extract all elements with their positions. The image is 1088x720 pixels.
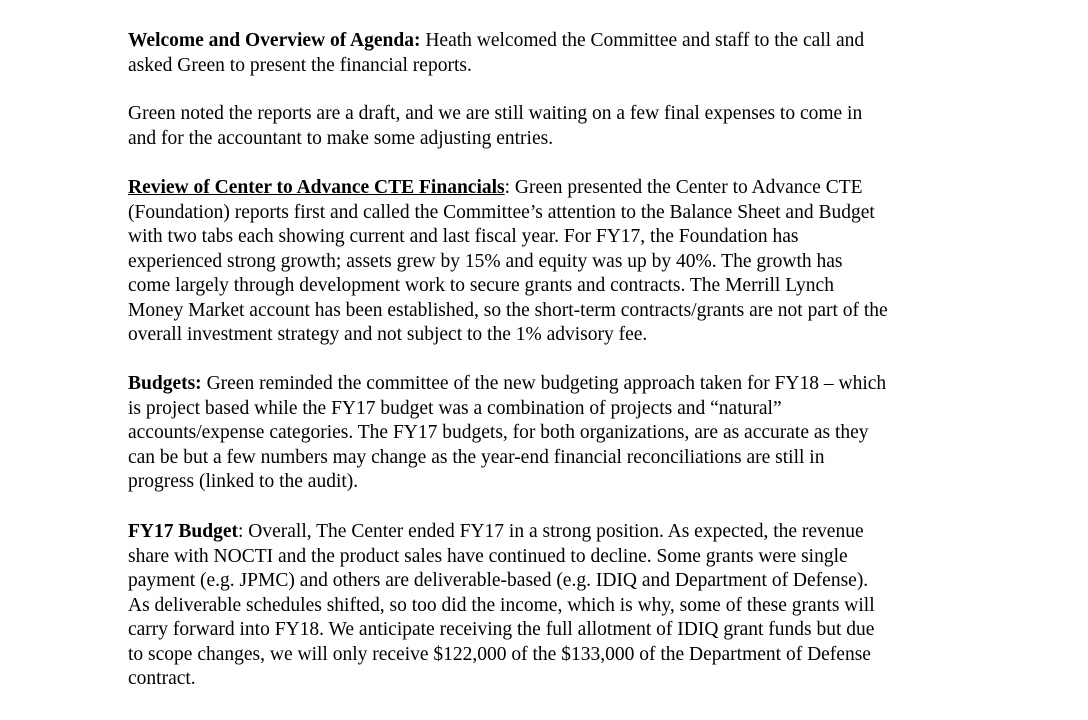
welcome-paragraph [128,29,968,78]
financials-review-paragraph [128,176,968,348]
draft-note-paragraph [128,102,968,151]
text-line [128,372,968,397]
text-run: Heath welcomed the Committee and staff to the call and [420,30,865,51]
text-line: with two tabs each showing current and last fiscal year. For FY17, the Foundation has [128,226,799,247]
text-line: to scope changes, we will only receive $122,000 of the $133,000 of the Department of Defense [128,643,871,665]
fy17-budget-paragraph [128,520,968,692]
budgets-paragraph [128,372,968,495]
text-line: share with NOCTI and the product sales have continued to decline. Some grants were single [128,545,848,567]
text-line: can be but a few numbers may change as the year-end financial reconciliations are still in [128,446,825,468]
text-line: progress (linked to the audit). [128,471,359,492]
section-heading-budgets: Budgets: [128,373,202,394]
text-line [128,520,968,545]
text-run: : Overall, The Center ended FY17 in a strong position. As expected, the revenue [237,521,864,542]
text-line: (Foundation) reports first and called the Committee’s attention to the Balance Sheet and Budget [128,201,875,223]
text-run: : Green presented the Center to Advance CTE [504,177,863,198]
text-line: contract. [128,668,196,689]
text-line: and for the accountant to make some adjusting entries. [128,127,554,149]
section-heading-welcome: Welcome and Overview of Agenda: [128,30,421,51]
text-run: Green reminded the committee of the new budgeting approach taken for FY18 – which [201,373,887,394]
text-line: As deliverable schedules shifted, so too did the income, which is why, some of these grants will [128,594,875,616]
text-line [128,176,968,201]
text-line: Money Market account has been established, so the short-term contracts/grants are not part of the [128,299,888,321]
text-line: payment (e.g. JPMC) and others are deliverable-based (e.g. IDIQ and Department of Defense). [128,570,869,591]
text-line: come largely through development work to secure grants and contracts. The Merrill Lynch [128,275,834,296]
text-line: experienced strong growth; assets grew by 15% and equity was up by 40%. The growth has [128,250,843,272]
text-line: is project based while the FY17 budget was a combination of projects and “natural” [128,397,782,419]
section-heading-fy17-budget: FY17 Budget [128,521,238,542]
text-line [128,29,968,54]
text-line: overall investment strategy and not subject to the 1% advisory fee. [128,324,648,345]
text-line: carry forward into FY18. We anticipate receiving the full allotment of IDIQ grant funds but due [128,619,875,640]
text-line: asked Green to present the financial reports. [128,54,472,76]
text-line: accounts/expense categories. The FY17 budgets, for both organizations, are as accurate as they [128,422,869,443]
text-line: Green noted the reports are a draft, and we are still waiting on a few final expenses to come in [128,103,863,124]
section-heading-financials: Review of Center to Advance CTE Financials [128,177,505,198]
